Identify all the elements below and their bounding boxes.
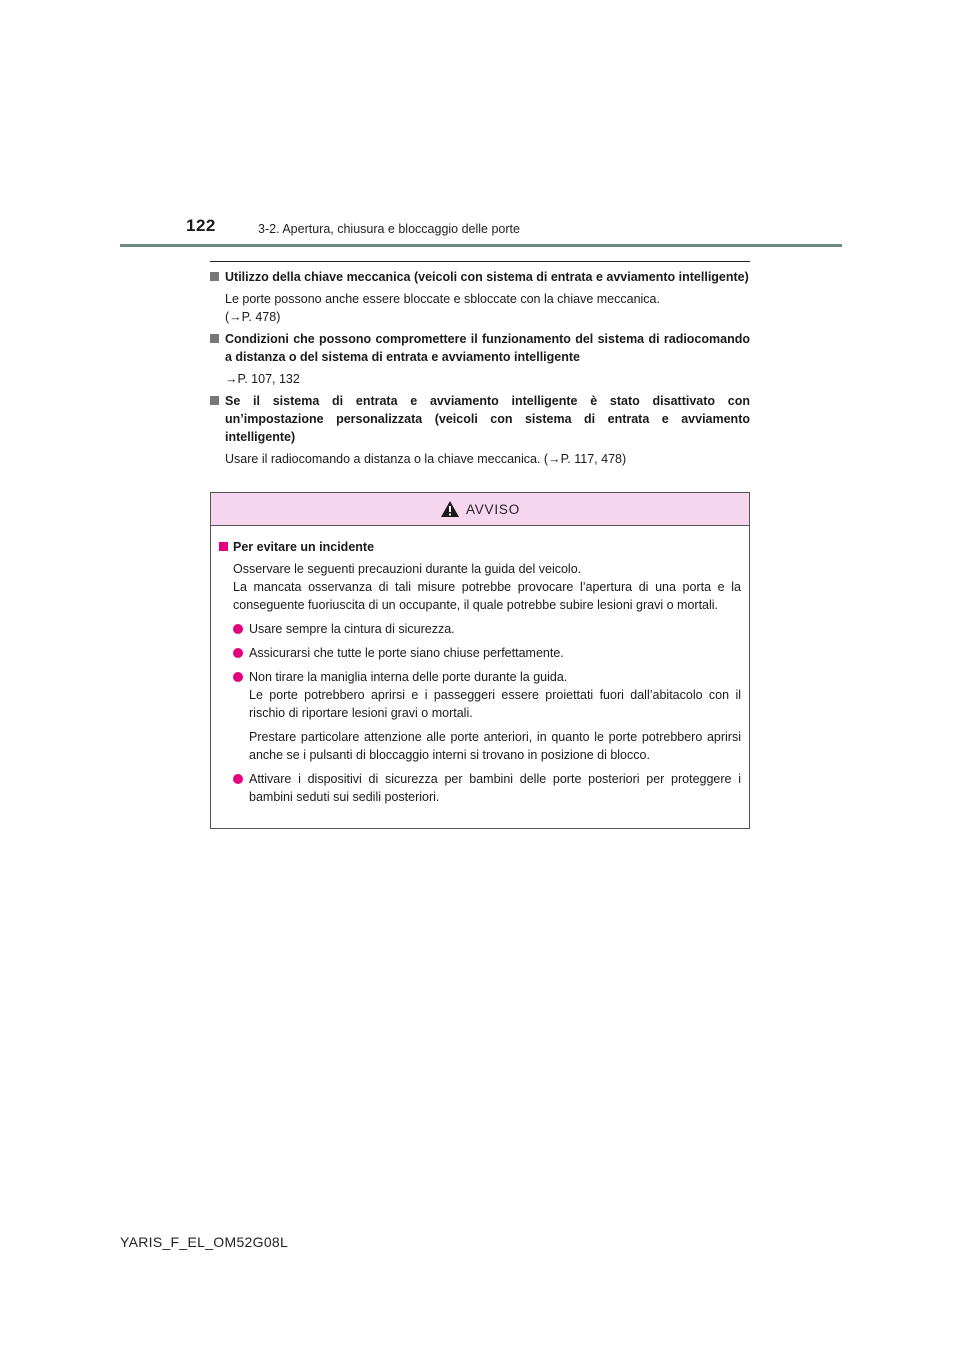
- info-item-title: Condizioni che possono compromettere il funzionamento del sistema di radiocomando a distanza o del sistema di entrata e avviamento intelligente: [225, 332, 750, 364]
- circle-bullet-icon: [233, 774, 243, 784]
- square-bullet-icon: [210, 272, 219, 281]
- square-bullet-icon: [210, 396, 219, 405]
- top-divider: [210, 261, 750, 262]
- circle-bullet-icon: [233, 624, 243, 634]
- warning-intro-line-1: Osservare le seguenti precauzioni durante la guida del veicolo.: [233, 562, 582, 576]
- warning-triangle-icon: [440, 500, 460, 518]
- warning-bullet: [219, 668, 741, 722]
- info-item-title: Se il sistema di entrata e avviamento intelligente è stato disattivato con un’impostazione personalizzata (veicoli con sistema di entrata e avviamento intelligente): [225, 394, 750, 444]
- warning-box: [210, 492, 750, 829]
- page-number: 122: [186, 216, 216, 235]
- warning-bullet: [219, 620, 741, 638]
- warning-bullet-text: Non tirare la maniglia interna delle porte durante la guida.: [249, 670, 568, 684]
- warning-intro: [219, 560, 741, 614]
- warning-body: [211, 526, 749, 806]
- warning-header: [211, 493, 749, 526]
- warning-title-text: Per evitare un incidente: [233, 540, 375, 554]
- warning-bullet-text: Attivare i dispositivi di sicurezza per bambini delle porte posteriori per proteggere i bambini seduti sui sedili posteriori.: [249, 772, 741, 804]
- info-item-body: [225, 370, 750, 388]
- warning-label: AVVISO: [465, 501, 521, 517]
- info-item-title: Utilizzo della chiave meccanica (veicoli con sistema di entrata e avviamento intelligente): [225, 270, 749, 284]
- info-item-text: Usare il radiocomando a distanza o la chiave meccanica. (→P. 117, 478): [225, 452, 627, 466]
- section-title: 3-2. Apertura, chiusura e bloccaggio delle porte: [258, 222, 520, 236]
- warning-bullet-text: Usare sempre la cintura di sicurezza.: [249, 622, 455, 636]
- warning-bullet: [219, 644, 741, 662]
- warning-bullet: [219, 770, 741, 806]
- warning-intro-line-2: La mancata osservanza di tali misure potrebbe provocare l’apertura di una porta e la conseguente fuoriuscita di un occupante, il quale potrebbe subire lesioni gravi o mortali.: [233, 580, 741, 612]
- info-item-text: Le porte possono anche essere bloccate e sbloccate con la chiave meccanica.: [225, 292, 660, 306]
- square-bullet-icon: [219, 542, 228, 551]
- info-item: [210, 268, 750, 326]
- document-code: YARIS_F_EL_OM52G08L: [120, 1234, 289, 1250]
- warning-bullet-text: Assicurarsi che tutte le porte siano chiuse perfettamente.: [249, 646, 564, 660]
- warning-title: [219, 538, 741, 556]
- page-reference: →P. 107, 132: [225, 372, 300, 386]
- info-item: [210, 330, 750, 388]
- page-reference: (→P. 478): [225, 310, 281, 324]
- circle-bullet-icon: [233, 672, 243, 682]
- square-bullet-icon: [210, 334, 219, 343]
- warning-bullet-note: Prestare particolare attenzione alle porte anteriori, in quanto le porte potrebbero aprirsi anche se i pulsanti di bloccaggio interni si trovano in posizione di blocco.: [249, 730, 741, 762]
- content-area: [210, 268, 750, 472]
- header-rule: [120, 244, 842, 247]
- info-item: [210, 392, 750, 468]
- info-item-body: [225, 450, 750, 468]
- circle-bullet-icon: [233, 648, 243, 658]
- info-item-body: [225, 290, 750, 326]
- warning-bullet-detail: Le porte potrebbero aprirsi e i passeggeri essere proiettati fuori dall’abitacolo con il rischio di riportare lesioni gravi o mortali.: [249, 688, 741, 720]
